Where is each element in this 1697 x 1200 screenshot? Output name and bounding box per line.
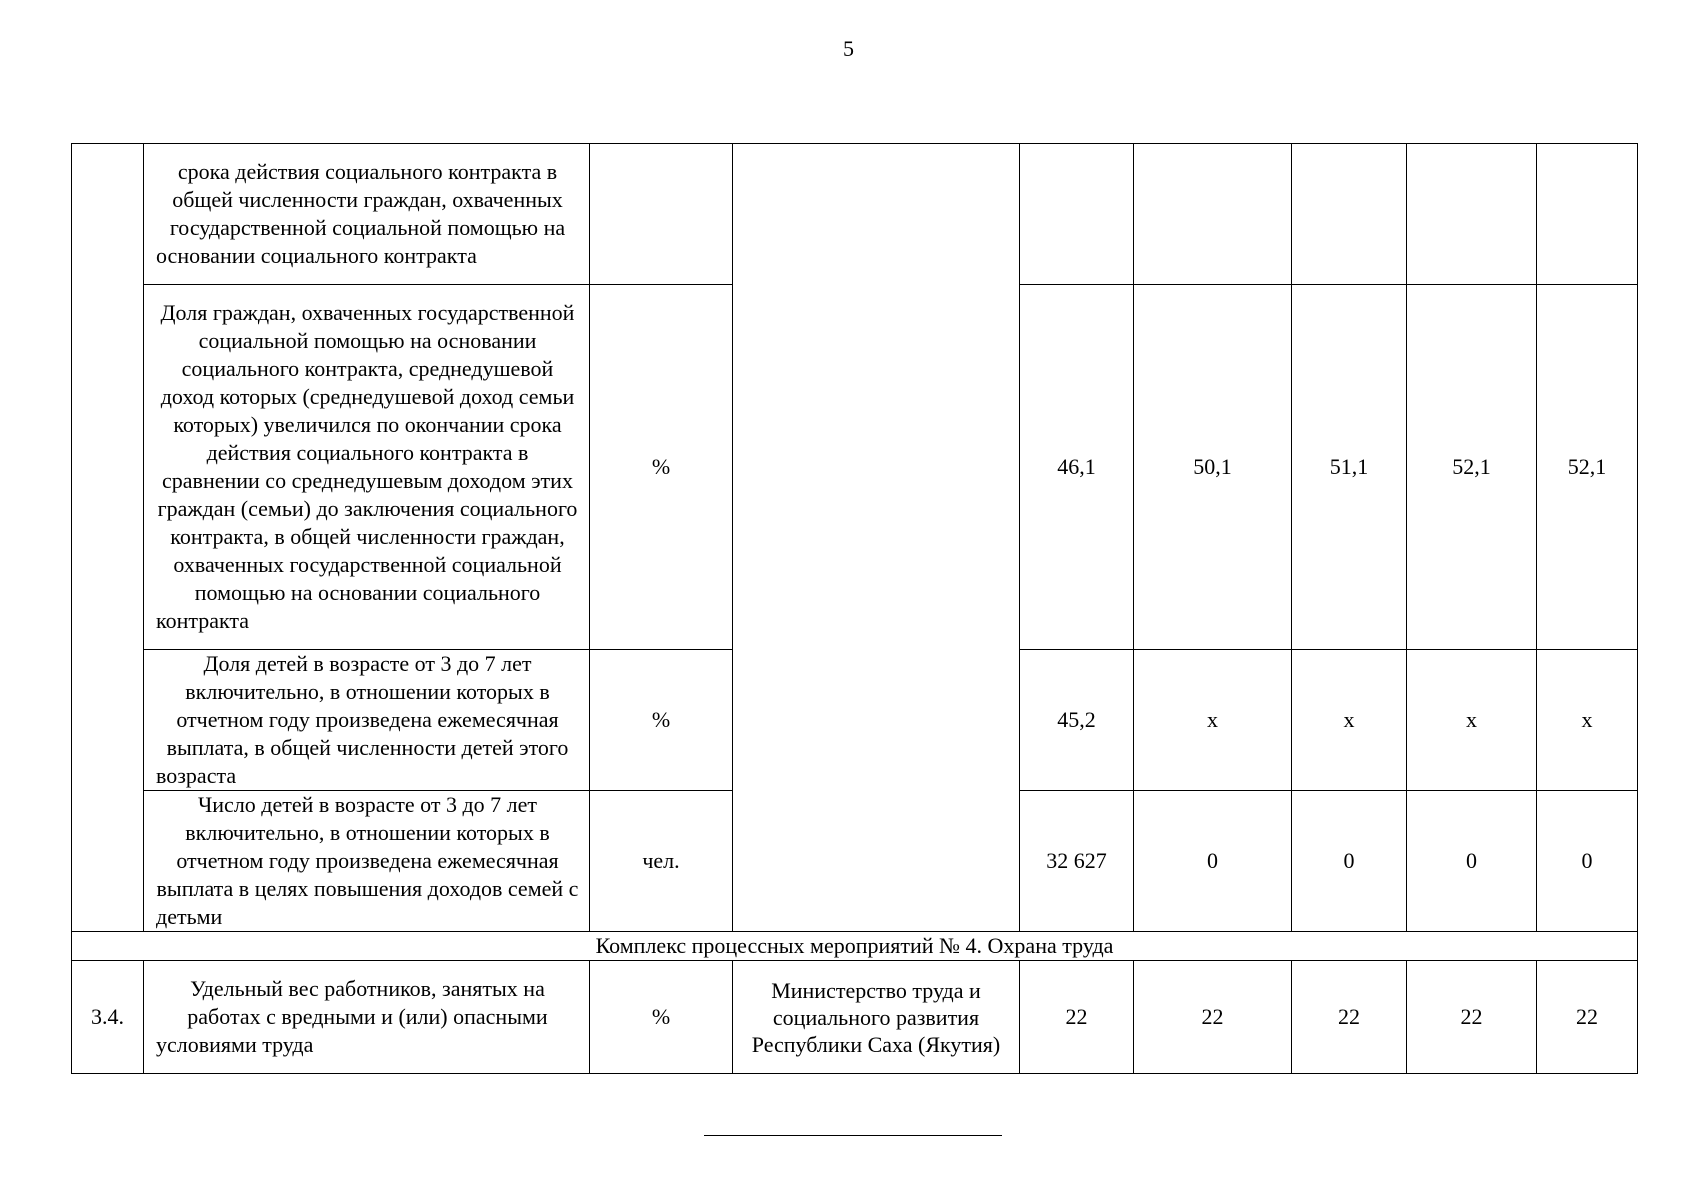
value-cell: 22 xyxy=(1537,961,1638,1074)
indicator-description: Число детей в возрасте от 3 до 7 лет включительно, в отношении которых в отчетном году произведена ежемесячная выплата в целях повышения доходов семей с детьми xyxy=(144,791,590,932)
table-row xyxy=(72,961,1638,1074)
value-cell: 22 xyxy=(1020,961,1134,1074)
row-number-cell xyxy=(72,144,144,932)
value-cell: x xyxy=(1292,650,1407,791)
unit-cell: % xyxy=(590,961,733,1074)
indicator-description: Доля граждан, охваченных государственной социальной помощью на основании социального контракта, среднедушевой доход которых (среднедушевой доход семьи которых) увеличился по окончании срока действия социального контракта в сравнении со среднедушевым доходом этих граждан (семьи) до заключения социального контракта, в общей численности граждан, охваченных государственной социальной помощью на основании социального контракта xyxy=(144,285,590,650)
indicator-description: срока действия социального контракта в общей численности граждан, охваченных государственной социальной помощью на основании социального контракта xyxy=(144,144,590,285)
value-cell xyxy=(1292,144,1407,285)
value-cell xyxy=(1134,144,1292,285)
indicator-description: Доля детей в возрасте от 3 до 7 лет включительно, в отношении которых в отчетном году произведена ежемесячная выплата, в общей численности детей этого возраста xyxy=(144,650,590,791)
value-cell: 45,2 xyxy=(1020,650,1134,791)
table-row xyxy=(72,144,1638,285)
indicator-description: Удельный вес работников, занятых на работах с вредными и (или) опасными условиями труда xyxy=(144,961,590,1074)
unit-cell xyxy=(590,144,733,285)
value-cell xyxy=(1020,144,1134,285)
page-number: 5 xyxy=(843,36,854,61)
value-cell: 0 xyxy=(1134,791,1292,932)
value-cell: 52,1 xyxy=(1407,285,1537,650)
value-cell: 0 xyxy=(1292,791,1407,932)
row-number-cell: 3.4. xyxy=(72,961,144,1074)
value-cell: x xyxy=(1537,650,1638,791)
unit-cell: % xyxy=(590,285,733,650)
value-cell: 0 xyxy=(1407,791,1537,932)
value-cell xyxy=(1537,144,1638,285)
responsible-cell xyxy=(733,144,1020,932)
footer-rule xyxy=(704,1135,1002,1136)
value-cell: 32 627 xyxy=(1020,791,1134,932)
section-row xyxy=(72,932,1638,961)
unit-cell: % xyxy=(590,650,733,791)
value-cell: x xyxy=(1407,650,1537,791)
value-cell: x xyxy=(1134,650,1292,791)
responsible-cell: Министерство труда и социального развития Республики Саха (Якутия) xyxy=(733,961,1020,1074)
value-cell: 52,1 xyxy=(1537,285,1638,650)
value-cell: 0 xyxy=(1537,791,1638,932)
value-cell xyxy=(1407,144,1537,285)
value-cell: 50,1 xyxy=(1134,285,1292,650)
unit-cell: чел. xyxy=(590,791,733,932)
section-title: Комплекс процессных мероприятий № 4. Охрана труда xyxy=(72,932,1638,961)
indicators-table xyxy=(71,143,1638,1074)
value-cell: 22 xyxy=(1292,961,1407,1074)
value-cell: 46,1 xyxy=(1020,285,1134,650)
value-cell: 22 xyxy=(1134,961,1292,1074)
value-cell: 22 xyxy=(1407,961,1537,1074)
value-cell: 51,1 xyxy=(1292,285,1407,650)
